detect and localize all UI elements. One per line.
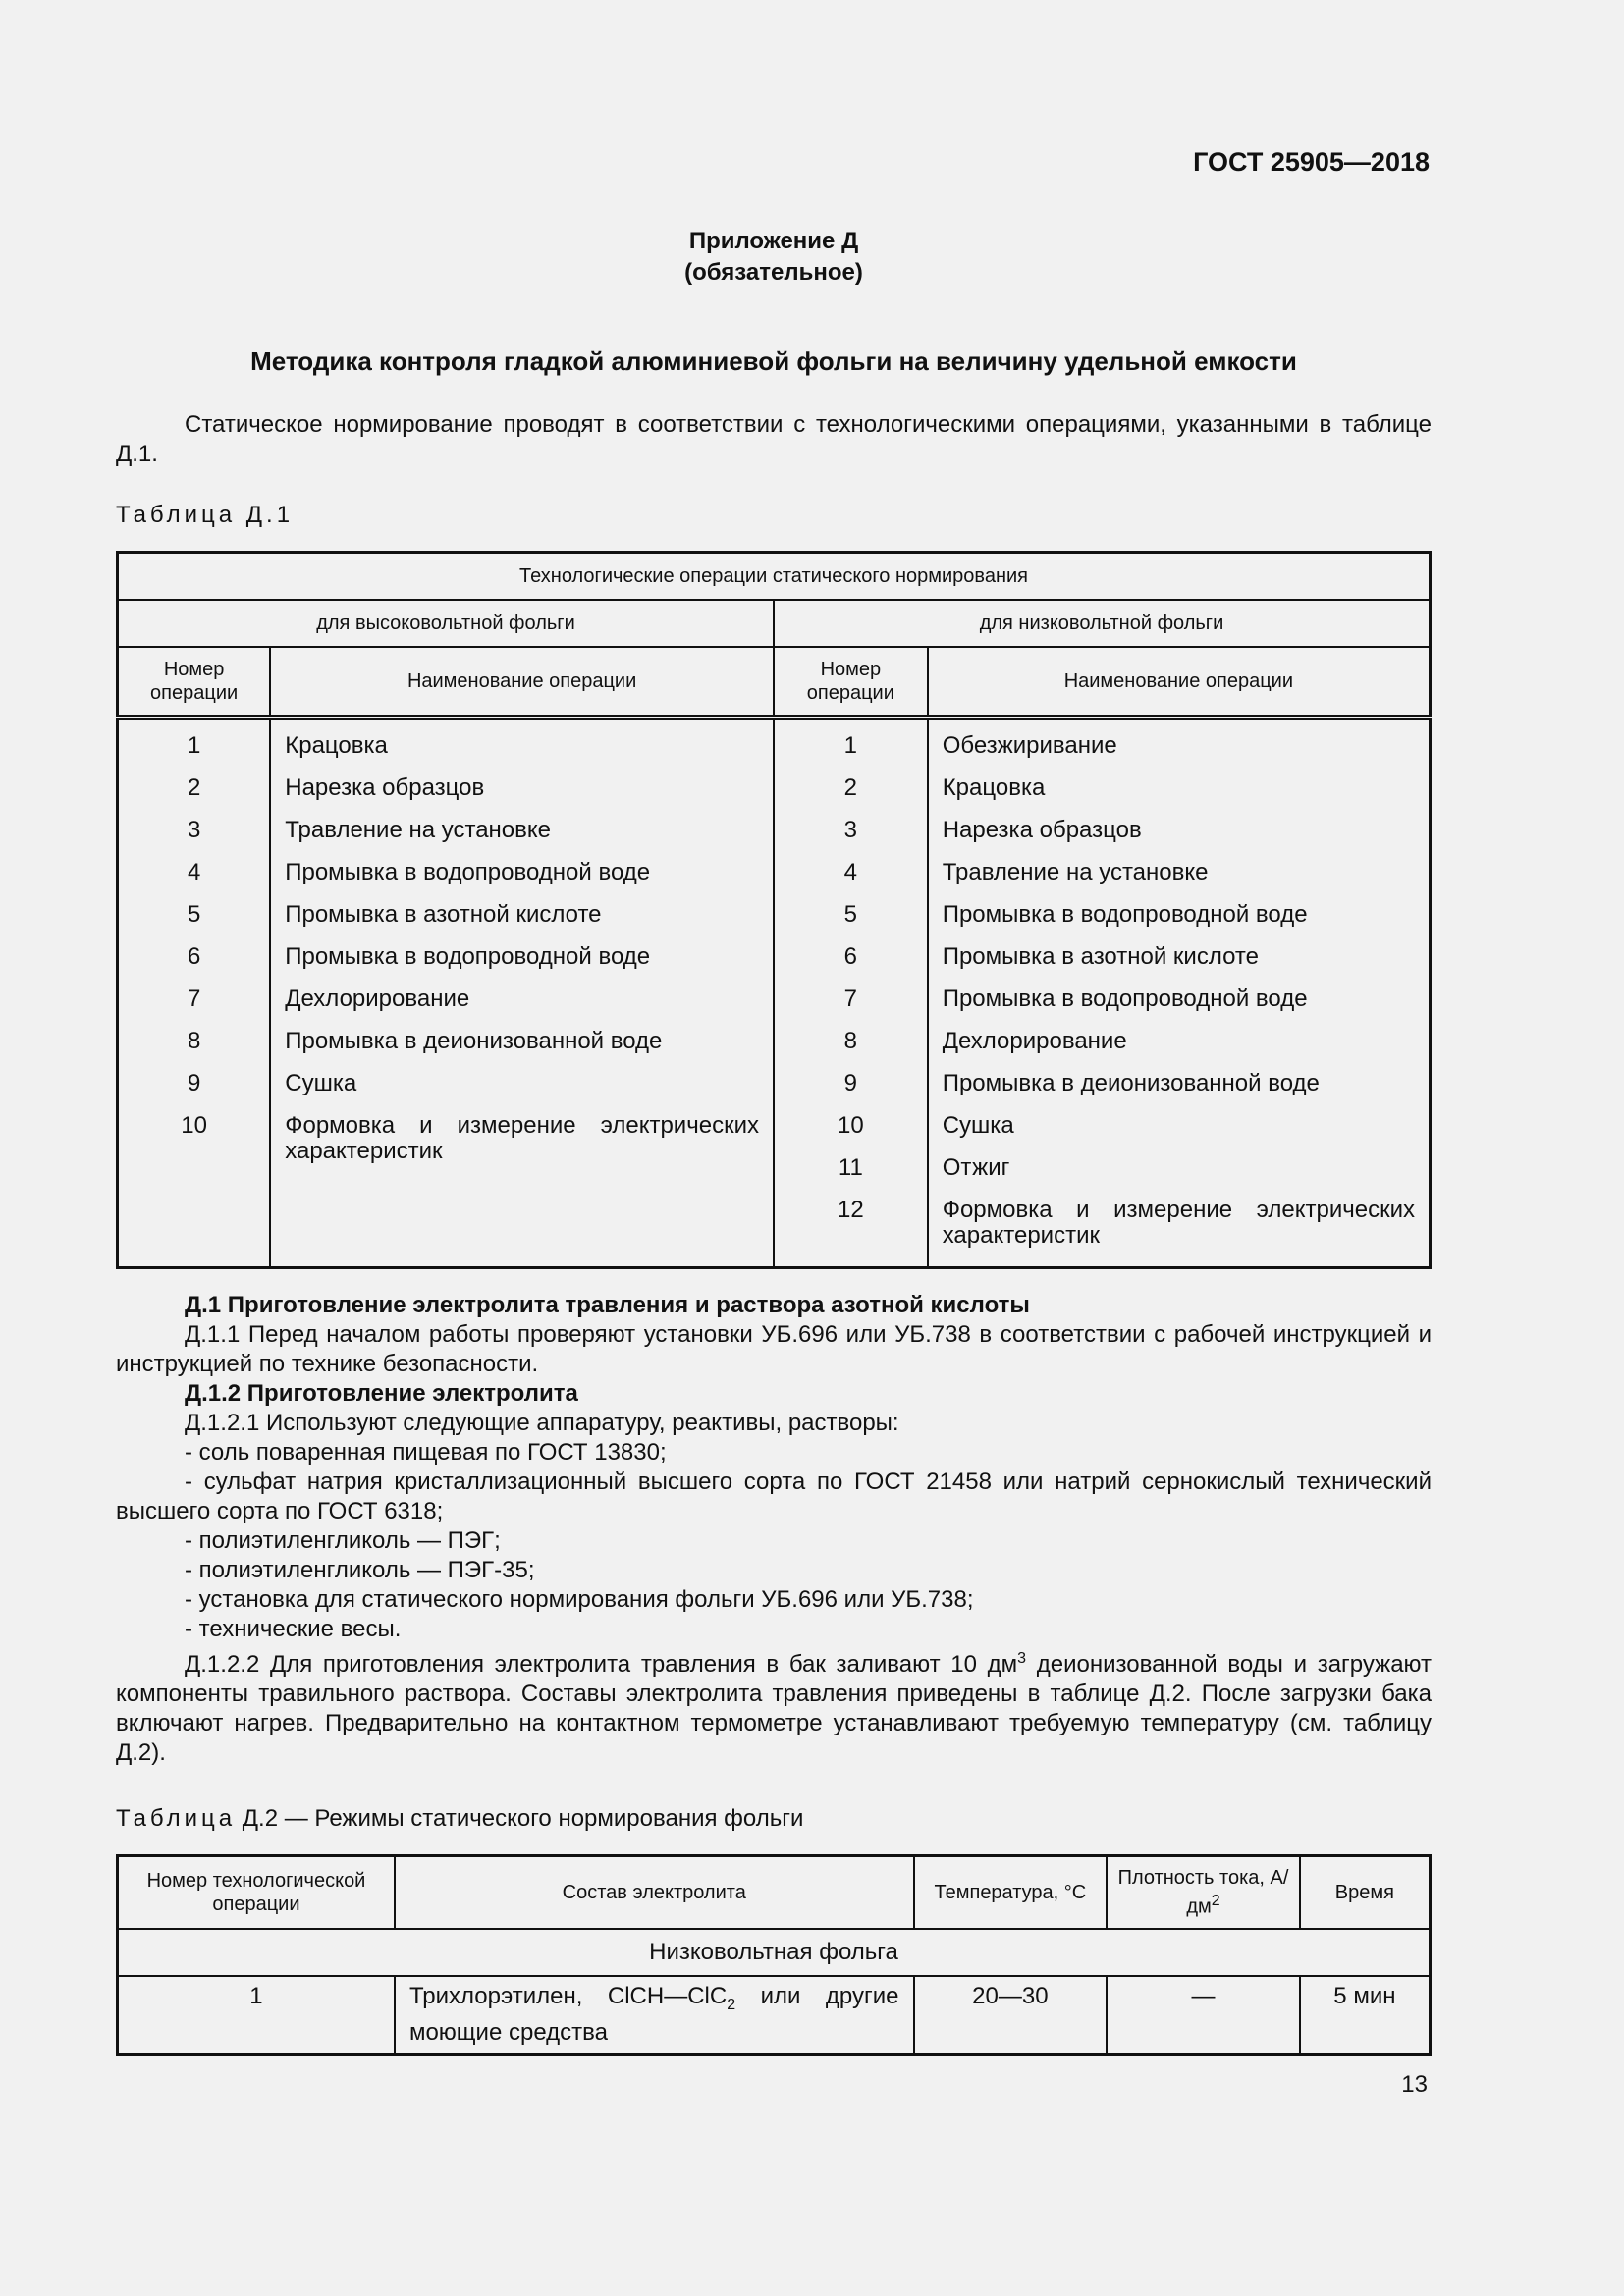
operation-name: Промывка в азотной кислоте [942,943,1259,970]
operation-name: Промывка в водопроводной воде [942,901,1308,928]
d1-2-2-paragraph [116,1644,1432,1768]
operation-number: 6 [843,943,858,970]
electrolyte-sub: 2 [727,1996,736,2013]
list-item: - полиэтиленгликоль — ПЭГ; [185,1527,501,1554]
page-number: 13 [1401,2071,1428,2098]
operation-number: 5 [187,901,201,928]
operation-name: Промывка в водопроводной воде [285,943,651,970]
col-name-high: Наименование операции [270,647,774,718]
appendix-status: (обязательное) [684,259,863,286]
operation-number: 12 [837,1197,864,1223]
operation-number: 1 [843,732,858,759]
table2-caption-label: Таблица [116,1805,237,1832]
operation-name: Промывка в деионизованной воде [285,1028,663,1054]
section-d1 [116,1291,1432,1768]
operation-number: 6 [187,943,201,970]
operation-name: Нарезка образцов [942,817,1142,843]
operation-number: 7 [843,986,858,1012]
intro-paragraph: Статическое нормирование проводят в соответствии с технологическими операциями, указанными в таблице Д.1. [116,411,1432,467]
low-names [928,718,1431,1268]
high-names [270,718,774,1268]
appendix-title: Приложение Д [688,228,859,254]
table-d1 [116,551,1432,1269]
list-item: - соль поваренная пищевая по ГОСТ 13830; [185,1439,667,1466]
operation-name: Промывка в водопроводной воде [285,859,651,885]
table1-header: Технологические операции статического нормирования [118,553,1431,601]
operation-name: Нарезка образцов [285,774,485,801]
low-numbers [774,718,928,1268]
d1-1-paragraph: Д.1.1 Перед началом работы проверяют установки УБ.696 или УБ.738 в соответствии с рабочей инструкцией и инструкцией по технике безопасности. [116,1321,1432,1377]
unit-superscript: 3 [1017,1650,1027,1667]
operation-name: Сушка [942,1112,1014,1139]
operation-number: 9 [187,1070,201,1096]
operation-name: Промывка в азотной кислоте [285,901,602,928]
operation-number: 1 [187,732,201,759]
electrolyte-text-cont: или другие моющие средства [408,1983,899,2046]
list-item: - сульфат натрия кристаллизационный высшего сорта по ГОСТ 21458 или натрий сернокислый технический высшего сорта по ГОСТ 6318; [116,1468,1432,1524]
operation-number: 11 [838,1154,863,1181]
table2-caption [116,1805,803,1833]
d1-2-2-text: Д.1.2.2 Для приготовления электролита травления в бак заливают 10 дм [185,1651,1018,1678]
col-number-high: Номер операции [118,647,271,718]
appendix-heading [116,226,1432,289]
operation-number: 2 [187,774,201,801]
d1-2-heading: Д.1.2 Приготовление электролита [185,1380,578,1407]
operation-name: Формовка и измерение электрических характеристик [285,1112,759,1164]
col-number-low: Номер операции [774,647,928,718]
operation-name: Травление на установке [285,817,552,843]
group-low-voltage: для низковольтной фольги [774,600,1431,647]
materials-list [116,1438,1432,1644]
standard-number: ГОСТ 25905—2018 [1193,147,1430,177]
row-temperature: 20—30 [914,1976,1108,2055]
operation-name: Сушка [285,1070,357,1096]
operation-name: Промывка в деионизованной воде [942,1070,1320,1096]
table1-caption: Таблица Д.1 [116,502,295,528]
operation-number: 5 [843,901,858,928]
table-d2 [116,1854,1432,2056]
operation-name: Отжиг [942,1154,1010,1181]
operation-name: Дехлорирование [942,1028,1127,1054]
operation-number: 4 [187,859,201,885]
table2-caption-title: Д.2 — Режимы статического нормирования фольги [236,1805,804,1832]
col-time: Время [1300,1856,1431,1930]
d1-2-2-text-cont: деионизованной воды и загружают компоненты травильного раствора. Составы электролита травления приведены в таблице Д.2. После загрузки бака включают нагрев. Предварительно на контактном термометре устанавливают требуемую температуру (см. таблицу Д.2). [116,1651,1433,1766]
operation-number: 10 [837,1112,864,1139]
operation-name: Дехлорирование [285,986,470,1012]
operation-number: 7 [187,986,201,1012]
row-time: 5 мин [1300,1976,1431,2055]
operation-number: 8 [187,1028,201,1054]
row-number: 1 [118,1976,395,2055]
row-current-density: — [1107,1976,1300,2055]
col-temperature: Температура, °С [914,1856,1108,1930]
col-operation-number: Номер технологической операции [118,1856,395,1930]
operation-number: 10 [181,1112,207,1139]
operation-number: 3 [843,817,858,843]
operation-name: Крацовка [285,732,388,759]
operation-name: Обезжиривание [942,732,1117,759]
section-title: Методика контроля гладкой алюминиевой фольги на величину удельной емкости [250,347,1297,376]
list-item: - полиэтиленгликоль — ПЭГ-35; [185,1557,535,1583]
operation-name: Промывка в водопроводной воде [942,986,1308,1012]
low-voltage-group: Низковольтная фольга [118,1929,1431,1976]
list-item: - технические весы. [185,1616,402,1642]
col-name-low: Наименование операции [928,647,1431,718]
operation-name: Формовка и измерение электрических характеристик [942,1197,1415,1249]
operation-number: 8 [843,1028,858,1054]
operation-number: 3 [187,817,201,843]
d1-2-1-paragraph: Д.1.2.1 Используют следующие аппаратуру, реактивы, растворы: [185,1410,899,1436]
operation-name: Травление на установке [942,859,1209,885]
operation-number: 9 [843,1070,858,1096]
electrolyte-text: Трихлорэтилен, ClCH—ClC [408,1983,728,2009]
list-item: - установка для статического нормирования фольги УБ.696 или УБ.738; [185,1586,974,1613]
current-density-sup: 2 [1211,1893,1220,1910]
col-electrolyte: Состав электролита [395,1856,914,1930]
group-high-voltage: для высоковольтной фольги [118,600,774,647]
high-numbers [118,718,271,1268]
operation-number: 4 [843,859,858,885]
operation-name: Крацовка [942,774,1046,801]
row-electrolyte [395,1976,914,2055]
col-current-density [1107,1856,1300,1930]
operation-number: 2 [843,774,858,801]
current-density-label: Плотность тока, А/дм [1117,1867,1289,1918]
d1-heading: Д.1 Приготовление электролита травления и раствора азотной кислоты [185,1292,1030,1318]
